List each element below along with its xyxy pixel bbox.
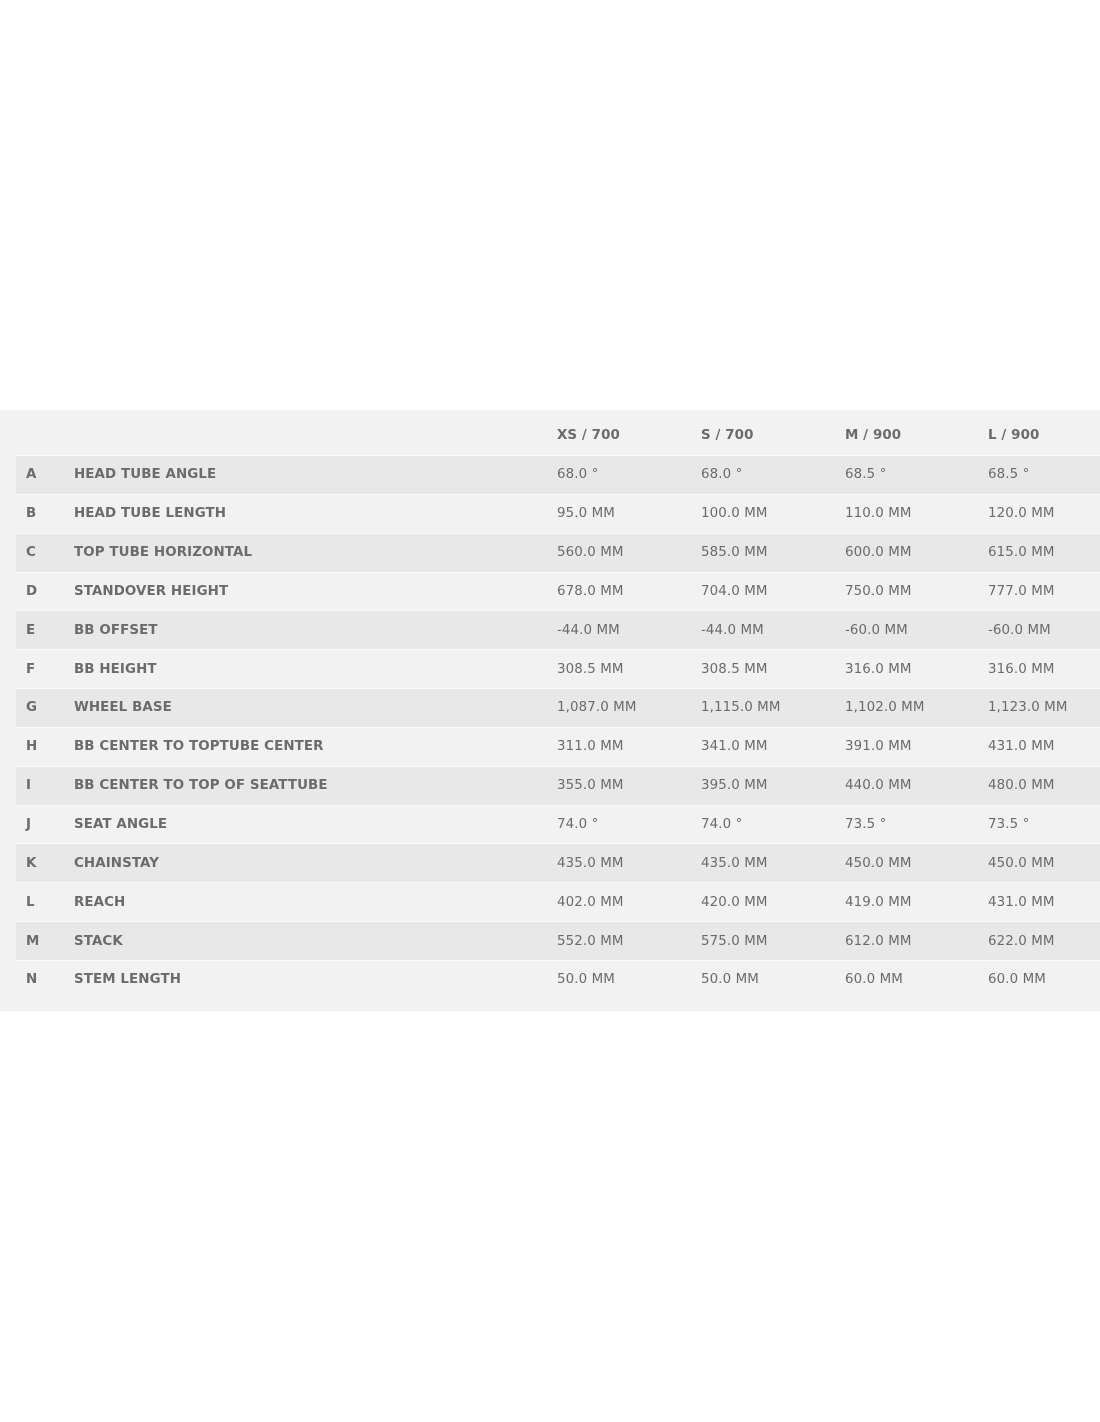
row-value: 74.0 °	[701, 817, 743, 833]
row-value: -60.0 MM	[845, 622, 908, 638]
row-value: 50.0 MM	[557, 972, 615, 988]
row-value: 402.0 MM	[557, 894, 624, 910]
row-letter: H	[26, 739, 38, 755]
table-row	[16, 727, 1100, 766]
table-row	[16, 572, 1100, 611]
row-measurement-name: SEAT ANGLE	[74, 817, 168, 833]
geometry-panel	[0, 410, 1100, 1011]
table-row	[16, 960, 1100, 999]
table-row	[16, 533, 1100, 572]
table-row	[16, 805, 1100, 844]
row-value: 435.0 MM	[557, 855, 624, 871]
row-value: -44.0 MM	[701, 622, 764, 638]
row-measurement-name: CHAINSTAY	[74, 855, 160, 871]
table-row	[16, 766, 1100, 805]
geometry-table	[16, 410, 1100, 999]
row-letter: I	[26, 778, 32, 794]
row-measurement-name: BB CENTER TO TOPTUBE CENTER	[74, 739, 324, 755]
row-value: 316.0 MM	[845, 661, 912, 677]
row-value: 435.0 MM	[701, 855, 768, 871]
row-letter: K	[26, 855, 37, 871]
size-header-xs: XS / 700	[557, 428, 620, 443]
row-value: 575.0 MM	[701, 933, 768, 949]
row-value: 100.0 MM	[701, 506, 768, 522]
row-value: 450.0 MM	[845, 855, 912, 871]
size-header-s: S / 700	[701, 428, 754, 443]
row-value: 431.0 MM	[988, 739, 1055, 755]
row-letter: D	[26, 583, 38, 599]
row-value: 391.0 MM	[845, 739, 912, 755]
table-row	[16, 610, 1100, 649]
row-value: -60.0 MM	[988, 622, 1051, 638]
row-measurement-name: STEM LENGTH	[74, 972, 181, 988]
row-letter: M	[26, 933, 40, 949]
row-value: 316.0 MM	[988, 661, 1055, 677]
row-value: 95.0 MM	[557, 506, 615, 522]
row-value: 1,087.0 MM	[557, 700, 637, 716]
table-row	[16, 882, 1100, 921]
row-value: 120.0 MM	[988, 506, 1055, 522]
row-measurement-name: STANDOVER HEIGHT	[74, 583, 229, 599]
row-value: 68.0 °	[557, 467, 599, 483]
row-letter: G	[26, 700, 38, 716]
row-value: -44.0 MM	[557, 622, 620, 638]
row-value: 480.0 MM	[988, 778, 1055, 794]
row-letter: B	[26, 506, 37, 522]
row-value: 311.0 MM	[557, 739, 624, 755]
row-value: 678.0 MM	[557, 583, 624, 599]
table-body	[16, 455, 1100, 999]
row-value: 419.0 MM	[845, 894, 912, 910]
row-value: 615.0 MM	[988, 545, 1055, 561]
row-value: 1,102.0 MM	[845, 700, 925, 716]
row-value: 622.0 MM	[988, 933, 1055, 949]
row-letter: A	[26, 467, 37, 483]
row-value: 431.0 MM	[988, 894, 1055, 910]
row-value: 585.0 MM	[701, 545, 768, 561]
size-header-l: L / 900	[988, 428, 1040, 443]
row-value: 552.0 MM	[557, 933, 624, 949]
row-value: 1,123.0 MM	[988, 700, 1068, 716]
table-row	[16, 494, 1100, 533]
row-value: 704.0 MM	[701, 583, 768, 599]
row-value: 1,115.0 MM	[701, 700, 781, 716]
table-row	[16, 843, 1100, 882]
row-value: 74.0 °	[557, 817, 599, 833]
row-value: 341.0 MM	[701, 739, 768, 755]
row-value: 750.0 MM	[845, 583, 912, 599]
row-value: 600.0 MM	[845, 545, 912, 561]
row-value: 68.0 °	[701, 467, 743, 483]
row-letter: C	[26, 545, 36, 561]
table-row	[16, 688, 1100, 727]
row-value: 68.5 °	[988, 467, 1030, 483]
row-value: 50.0 MM	[701, 972, 759, 988]
row-letter: F	[26, 661, 36, 677]
row-value: 308.5 MM	[557, 661, 624, 677]
row-letter: J	[26, 817, 32, 833]
row-value: 308.5 MM	[701, 661, 768, 677]
row-value: 110.0 MM	[845, 506, 912, 522]
table-row	[16, 649, 1100, 688]
table-header	[16, 410, 1100, 455]
table-row	[16, 455, 1100, 494]
row-value: 355.0 MM	[557, 778, 624, 794]
row-measurement-name: WHEEL BASE	[74, 700, 172, 716]
row-measurement-name: STACK	[74, 933, 123, 949]
row-measurement-name: HEAD TUBE ANGLE	[74, 467, 217, 483]
row-value: 73.5 °	[845, 817, 887, 833]
row-measurement-name: BB HEIGHT	[74, 661, 157, 677]
row-measurement-name: BB CENTER TO TOP OF SEATTUBE	[74, 778, 328, 794]
row-value: 440.0 MM	[845, 778, 912, 794]
row-value: 420.0 MM	[701, 894, 768, 910]
row-letter: N	[26, 972, 38, 988]
row-value: 395.0 MM	[701, 778, 768, 794]
row-measurement-name: HEAD TUBE LENGTH	[74, 506, 227, 522]
size-header-m: M / 900	[845, 428, 902, 443]
row-letter: E	[26, 622, 36, 638]
row-value: 68.5 °	[845, 467, 887, 483]
row-measurement-name: TOP TUBE HORIZONTAL	[74, 545, 253, 561]
row-value: 612.0 MM	[845, 933, 912, 949]
row-measurement-name: BB OFFSET	[74, 622, 158, 638]
row-value: 60.0 MM	[845, 972, 903, 988]
row-letter: L	[26, 894, 35, 910]
row-value: 450.0 MM	[988, 855, 1055, 871]
row-measurement-name: REACH	[74, 894, 126, 910]
row-value: 777.0 MM	[988, 583, 1055, 599]
table-row	[16, 921, 1100, 960]
row-value: 73.5 °	[988, 817, 1030, 833]
row-value: 560.0 MM	[557, 545, 624, 561]
row-value: 60.0 MM	[988, 972, 1046, 988]
